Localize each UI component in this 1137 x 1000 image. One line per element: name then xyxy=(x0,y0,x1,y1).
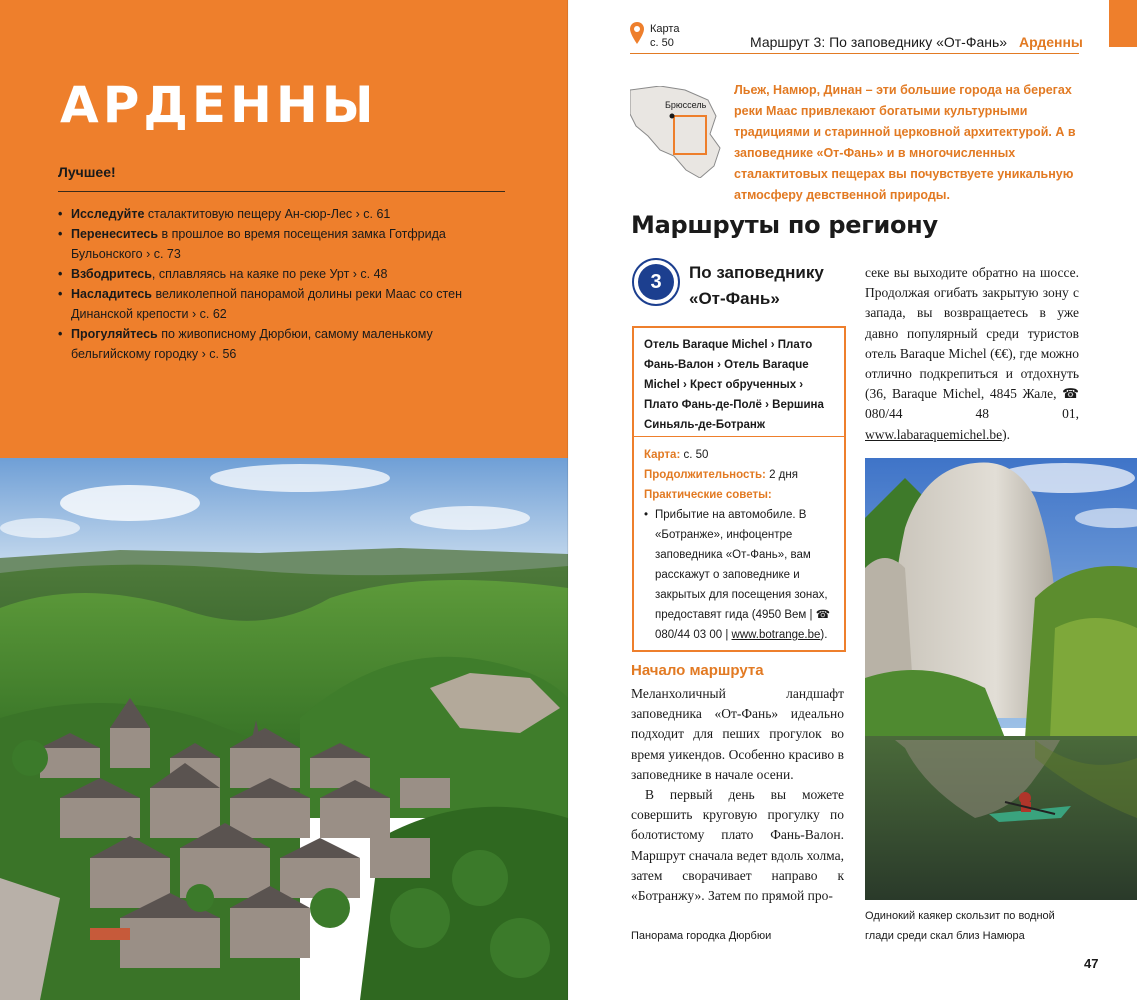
intro-paragraph: Льеж, Намюр, Динан – эти большие города на берегах реки Маас привлекают богатыми культурными традициями и старинной церковной архитектурой. А в заповеднике «От-Фань» и в многочисленных сталактитовых пещерах вы почувствуете уникальную атмосферу девственной природы. xyxy=(734,83,1076,202)
right-page xyxy=(568,0,1137,1000)
list-item: • Взбодритесь, сплавляясь на каяке по реке Урт › с. 48 xyxy=(58,264,478,284)
tip-item: • Прибытие на автомобиле. В «Ботранже», инфоцентре заповедника «От-Фань», вам расскажут о заповеднике и закрытых для посещения зонах, предоставят гида (4950 Вем | ☎ 080/44 03 00 | www.botrange.be). xyxy=(644,505,840,645)
tips-label: Практические советы: xyxy=(644,489,772,501)
list-item: • Насладитесь великолепной панорамой долины реки Маас со стен Динанской крепости › с. 62 xyxy=(58,284,478,324)
running-header-title: Маршрут 3: По заповеднику «От-Фань» xyxy=(750,34,1008,50)
map-info: Карта: с. 50 xyxy=(644,449,709,461)
route-number: 3 xyxy=(638,264,674,300)
start-heading: Начало маршрута xyxy=(631,662,764,679)
route-itinerary: Отель Baraque Michel › Плато Фань-Валон › Отель Baraque Michel › Крест обрученных › Плато Фань-де-Полё › Вершина Синьяль-де-Ботранж xyxy=(644,339,824,431)
kayak-cliff-photo xyxy=(865,458,1137,900)
route-details xyxy=(644,445,840,645)
page-number: 47 xyxy=(1084,956,1099,971)
right-photo-caption: Одинокий каякер скользит по водной глади среди скал близ Намюра xyxy=(865,910,1055,942)
duration-info: Продолжительность: 2 дня xyxy=(644,469,798,481)
left-photo-caption: Панорама городка Дюрбюи xyxy=(631,930,772,942)
belgium-locator-map xyxy=(630,86,726,178)
list-item: • Перенеситесь в прошлое во время посещения замка Готфрида Бульонского › с. 73 xyxy=(58,224,478,264)
paragraph: Меланхоличный ландшафт заповедника «От-Фань» идеально подходит для пеших прогулок во время уикендов. Особенно красиво в заповеднике в начале осени. xyxy=(631,686,844,782)
list-item: • Прогуляйтесь по живописному Дюрбюи, самому маленькому бельгийскому городку › с. 56 xyxy=(58,324,478,364)
map-pin-icon xyxy=(630,22,644,48)
durbuy-panorama-photo xyxy=(0,458,568,1000)
running-header-region: Арденны xyxy=(1019,34,1083,50)
route-info-box xyxy=(632,326,846,652)
route-name: По заповеднику «От-Фань» xyxy=(689,263,824,308)
map-reference: Карта с. 50 xyxy=(650,23,680,49)
continuation-text: секе вы выходите обратно на шоссе. Продолжая огибать закрытую зону с запада, вы возвращаетесь в уже давно популярный среди туристов отель Baraque Michel (€€), где можно отлично подкрепиться и отдохнуть (36, Baraque Michel, 4845 Жале, ☎ 080/44 48 01, www.labaraquemichel.be). xyxy=(865,265,1079,442)
botrange-link[interactable]: www.botrange.be xyxy=(731,629,821,641)
map-city-label: Брюссель xyxy=(665,100,707,110)
left-page xyxy=(0,0,568,1000)
hotel-link[interactable]: www.labaraquemichel.be xyxy=(865,426,1003,442)
best-list xyxy=(58,204,478,364)
divider xyxy=(58,191,505,192)
chapter-title: АРДЕННЫ xyxy=(60,76,378,134)
header-tab xyxy=(1109,0,1137,47)
divider xyxy=(630,53,1079,54)
start-text xyxy=(631,684,844,906)
section-title: Маршруты по региону xyxy=(631,211,938,239)
chapter-banner xyxy=(0,0,568,458)
best-heading: Лучшее! xyxy=(58,164,116,180)
paragraph: В первый день вы можете совершить круговую прогулку по болотистому плато Фань-Валон. Маршрут сначала ведет вдоль холма, затем сворачивает направо к «Ботранжу». Затем по прямой про- xyxy=(631,787,844,904)
divider xyxy=(634,436,844,437)
list-item: • Исследуйте сталактитовую пещеру Ан-сюр-Лес › с. 61 xyxy=(58,204,478,224)
route-number-badge xyxy=(632,258,680,306)
